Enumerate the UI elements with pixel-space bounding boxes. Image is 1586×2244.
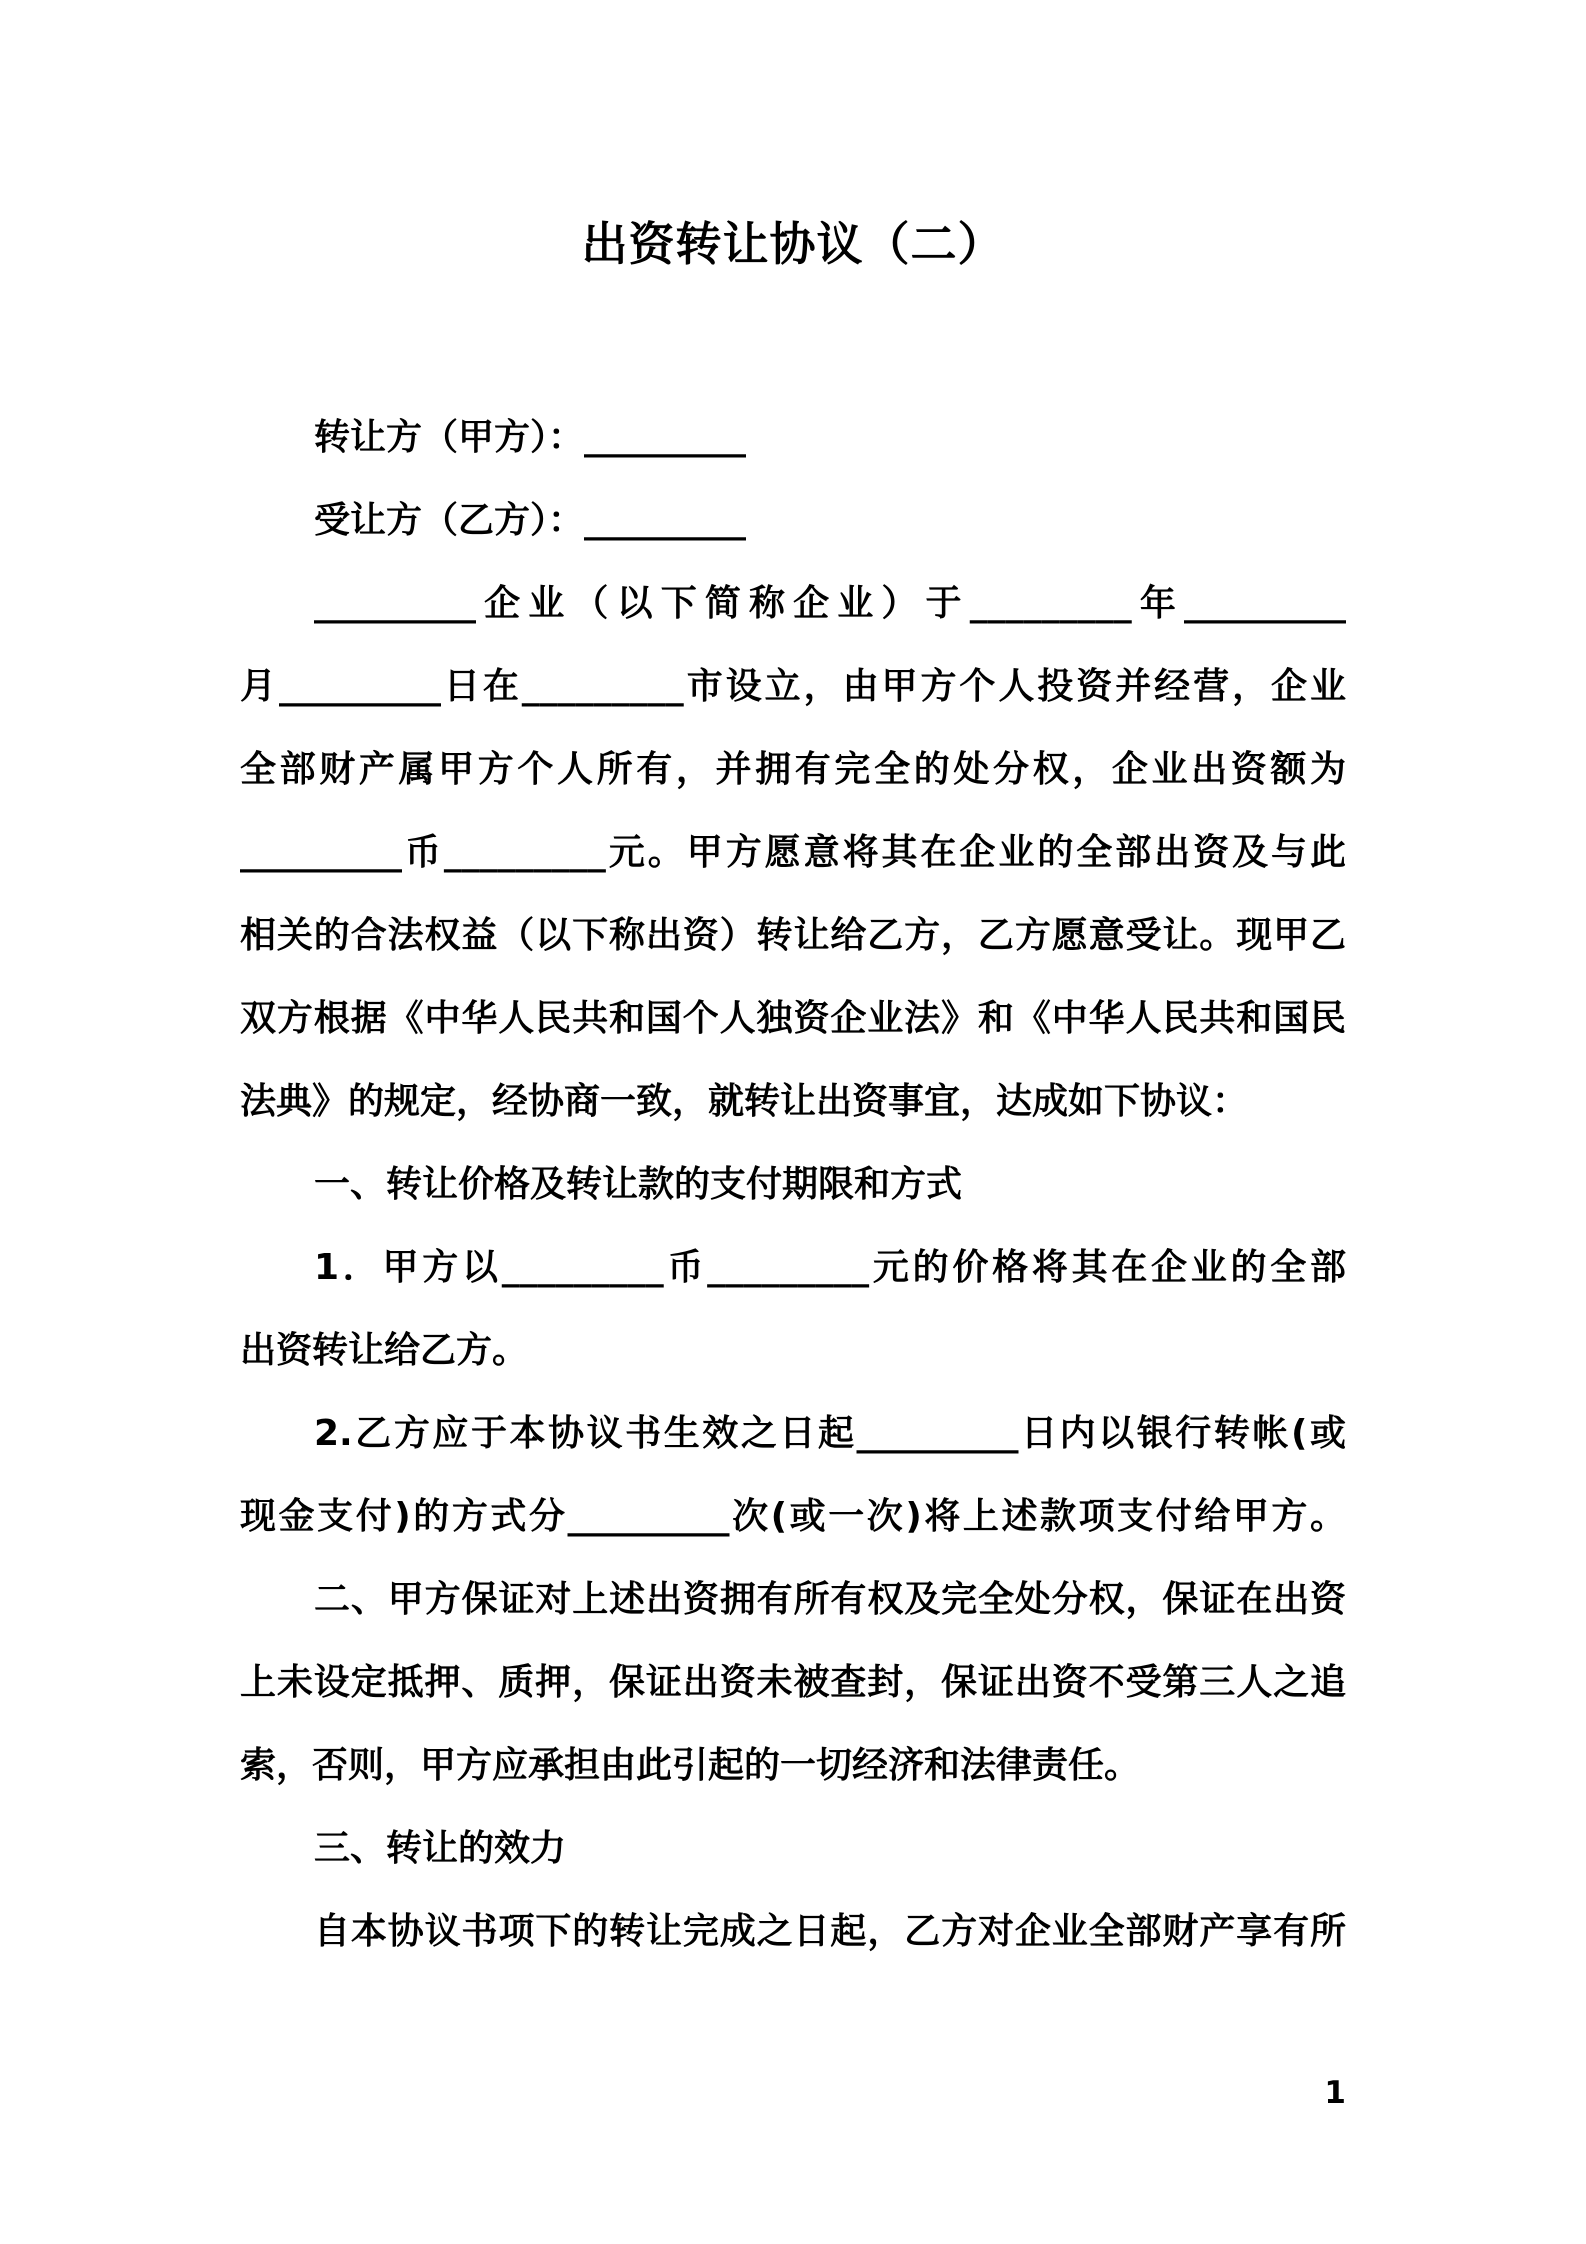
page-number: 1 <box>1324 2075 1346 2111</box>
text-line: _________企业（以下简称企业）于_________年_________ <box>314 583 1346 624</box>
text-line: 上未设定抵押、质押，保证出资未被查封，保证出资不受第三人之追 <box>240 1662 1346 1703</box>
text-line: 相关的合法权益（以下称出资）转让给乙方，乙方愿意受让。现甲乙 <box>240 915 1346 956</box>
text-line: 受让方（乙方）：_________ <box>314 500 747 541</box>
text-line: 自本协议书项下的转让完成之日起，乙方对企业全部财产享有所 <box>314 1911 1346 1952</box>
text-line: 月_________日在_________市设立，由甲方个人投资并经营，企业 <box>240 666 1346 707</box>
text-line: 法典》的规定，经协商一致，就转让出资事宜，达成如下协议： <box>240 1081 1249 1122</box>
text-line: 索，否则，甲方应承担由此引起的一切经济和法律责任。 <box>240 1745 1141 1786</box>
document-title: 出资转让协议（二） <box>581 217 1005 271</box>
text-line: 一、转让价格及转让款的支付期限和方式 <box>314 1164 963 1205</box>
text-line: 2.乙方应于本协议书生效之日起_________日内以银行转帐(或 <box>314 1413 1346 1454</box>
text-line: 转让方（甲方）：_________ <box>314 417 747 458</box>
document-body <box>240 396 1346 1973</box>
text-line: 双方根据《中华人民共和国个人独资企业法》和《中华人民共和国民 <box>240 998 1346 1039</box>
text-line: _________币_________元。甲方愿意将其在企业的全部出资及与此 <box>240 832 1346 873</box>
text-line: 1．甲方以_________币_________元的价格将其在企业的全部 <box>314 1247 1346 1288</box>
text-line: 全部财产属甲方个人所有，并拥有完全的处分权，企业出资额为 <box>240 749 1346 790</box>
text-line: 三、转让的效力 <box>314 1828 567 1869</box>
text-line: 出资转让给乙方。 <box>240 1330 529 1371</box>
text-line: 现金支付)的方式分_________次(或一次)将上述款项支付给甲方。 <box>240 1496 1346 1537</box>
text-line: 二、甲方保证对上述出资拥有所有权及完全处分权，保证在出资 <box>314 1579 1346 1620</box>
